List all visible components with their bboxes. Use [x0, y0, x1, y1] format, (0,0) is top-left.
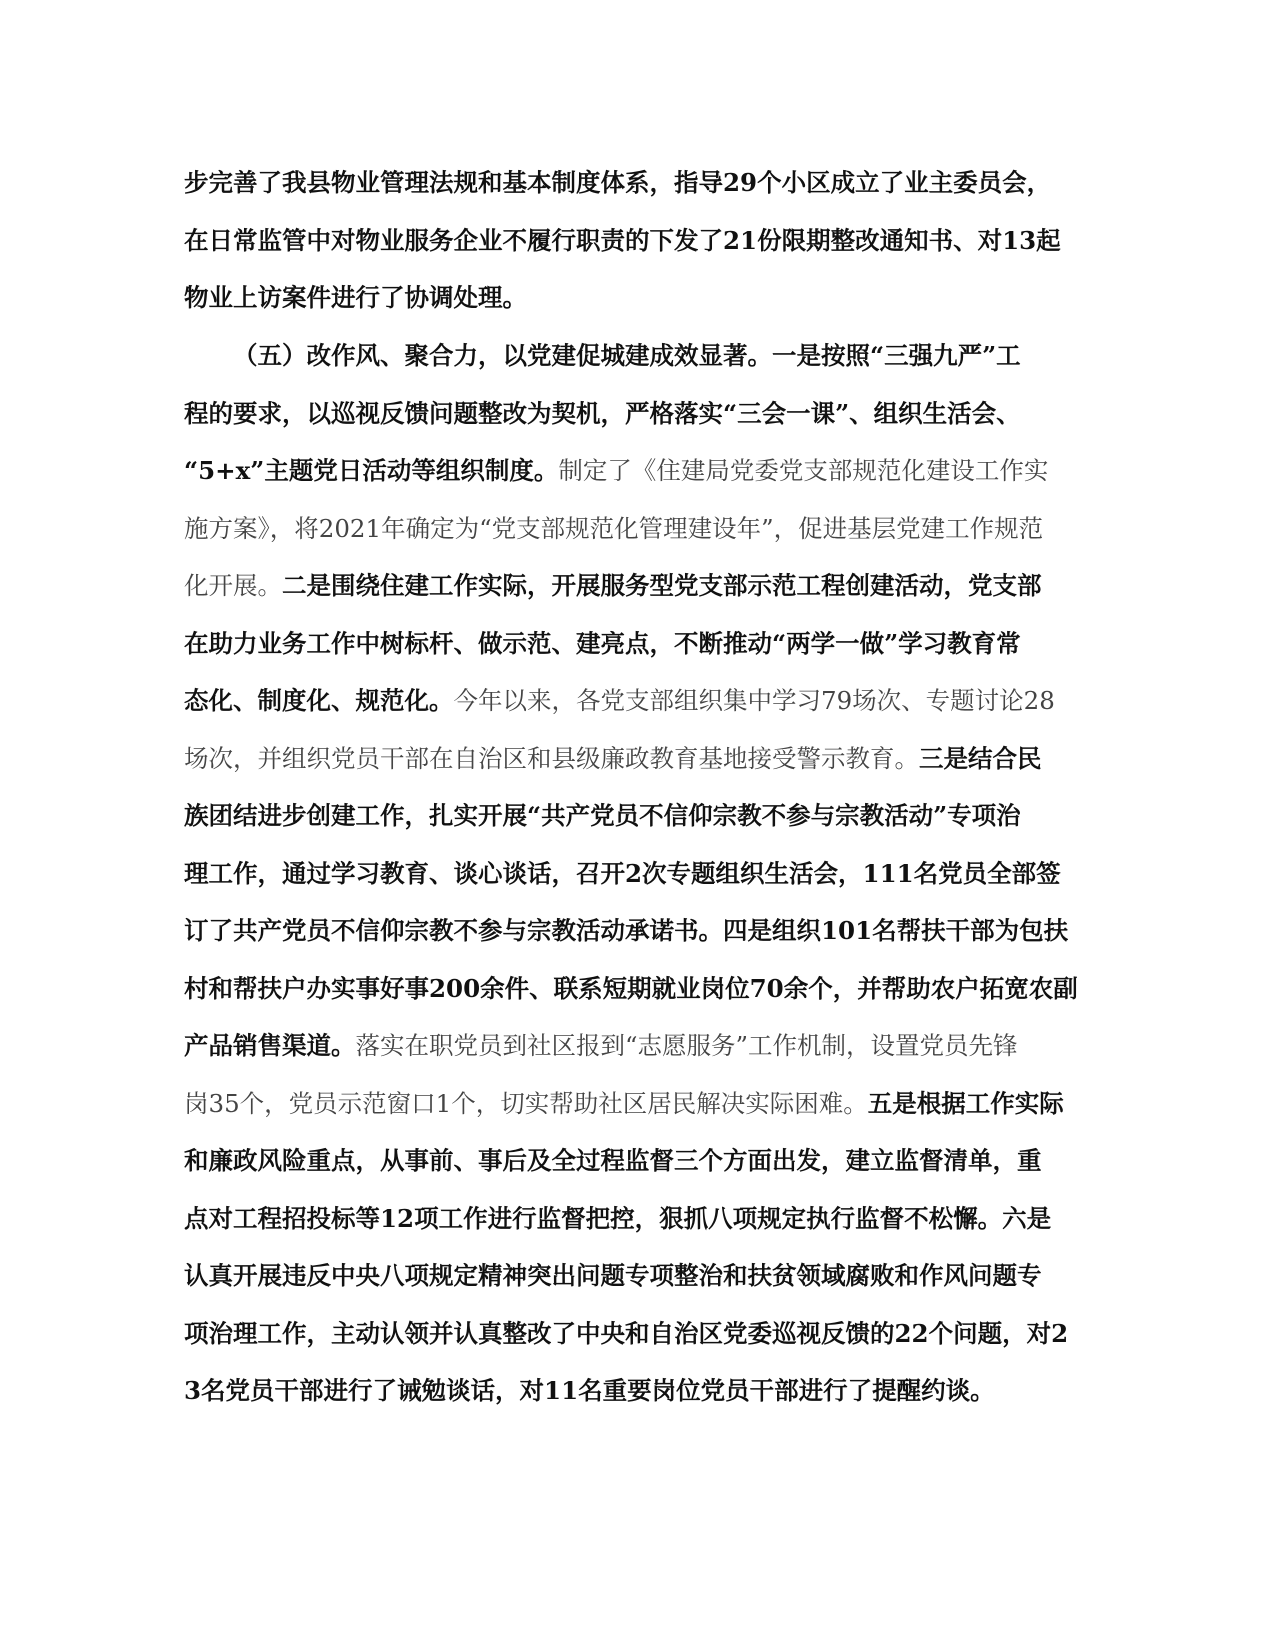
text-line-4 paragraph-start	[233, 336, 1021, 376]
text-line-17	[184, 1084, 1064, 1124]
text-run: “5+x”主题党日活动等组织制度。	[184, 456, 559, 485]
text-run: 二是围绕住建工作实际，开展服务型党支部示范工程创建活动，党支部	[282, 571, 1042, 600]
text-run: 理工作，通过学习教育、谈心谈话，召开2次专题组织生活会，111名党员全部签	[184, 859, 1061, 888]
text-run: 化开展。	[184, 571, 282, 600]
text-run: 点对工程招投标等12项工作进行监督把控，狠抓八项规定执行监督不松懈。六是	[184, 1204, 1052, 1233]
text-run: 岗35个，党员示范窗口1个，切实帮助社区居民解决实际困难。	[184, 1089, 868, 1118]
text-run: 在助力业务工作中树标杆、做示范、建亮点，不断推动“两学一做”学习教育常	[184, 629, 1021, 658]
text-line-16	[184, 1026, 1018, 1066]
text-line-14	[184, 911, 1068, 951]
text-line-7	[184, 509, 1043, 549]
text-line-6	[184, 451, 1048, 491]
text-run: 项治理工作，主动认领并认真整改了中央和自治区党委巡视反馈的22个问题，对2	[184, 1319, 1069, 1348]
text-run: 落实在职党员到社区报到“志愿服务”工作机制，设置党员先锋	[355, 1031, 1018, 1060]
text-run: 认真开展违反中央八项规定精神突出问题专项整治和扶贫领域腐败和作风问题专	[184, 1261, 1042, 1290]
text-line-13	[184, 854, 1061, 894]
text-run: 步完善了我县物业管理法规和基本制度体系，指导29个小区成立了业主委员会，	[184, 168, 1052, 197]
text-line-10	[184, 681, 1055, 721]
text-line-18	[184, 1141, 1042, 1181]
text-line-21	[184, 1314, 1068, 1354]
text-line-15	[184, 969, 1078, 1009]
text-run: （五）改作风、聚合力，以党建促城建成效显著。一是按照“三强九严”工	[233, 341, 1021, 370]
text-line-8	[184, 566, 1042, 606]
text-run: 和廉政风险重点，从事前、事后及全过程监督三个方面出发，建立监督清单，重	[184, 1146, 1042, 1175]
text-line-20	[184, 1256, 1042, 1296]
text-line-22	[184, 1371, 995, 1411]
text-run: 五是根据工作实际	[867, 1089, 1064, 1118]
text-run: 族团结进步创建工作，扎实开展“共产党员不信仰宗教不参与宗教活动”专项治	[184, 801, 1021, 830]
text-run: 3名党员干部进行了诫勉谈话，对11名重要岗位党员干部进行了提醒约谈。	[184, 1376, 995, 1405]
text-line-11	[184, 739, 1042, 779]
text-line-9	[184, 624, 1021, 664]
text-run: 物业上访案件进行了协调处理。	[184, 283, 527, 312]
text-run: 三是结合民	[919, 744, 1042, 773]
text-line-3	[184, 278, 527, 318]
text-run: 村和帮扶户办实事好事200余件、联系短期就业岗位70余个，并帮助农户拓宽农副	[184, 974, 1078, 1003]
text-run: 订了共产党员不信仰宗教不参与宗教活动承诺书。四是组织101名帮扶干部为包扶	[184, 916, 1069, 945]
text-line-19	[184, 1199, 1051, 1239]
text-line-2	[184, 221, 1061, 261]
text-line-12	[184, 796, 1021, 836]
text-run: 制定了《住建局党委党支部规范化建设工作实	[558, 456, 1049, 485]
text-line-1	[184, 163, 1051, 203]
text-run: 场次，并组织党员干部在自治区和县级廉政教育基地接受警示教育。	[184, 744, 919, 773]
text-run: 施方案》，将2021年确定为“党支部规范化管理建设年”，促进基层党建工作规范	[184, 514, 1044, 543]
text-run: 程的要求，以巡视反馈问题整改为契机，严格落实“三会一课”、组织生活会、	[184, 399, 1021, 428]
text-run: 态化、制度化、规范化。	[184, 686, 454, 715]
text-run: 今年以来，各党支部组织集中学习79场次、专题讨论28	[453, 686, 1055, 715]
text-line-5	[184, 394, 1021, 434]
text-run: 在日常监管中对物业服务企业不履行职责的下发了21份限期整改通知书、对13起	[184, 226, 1061, 255]
text-run: 产品销售渠道。	[184, 1031, 356, 1060]
